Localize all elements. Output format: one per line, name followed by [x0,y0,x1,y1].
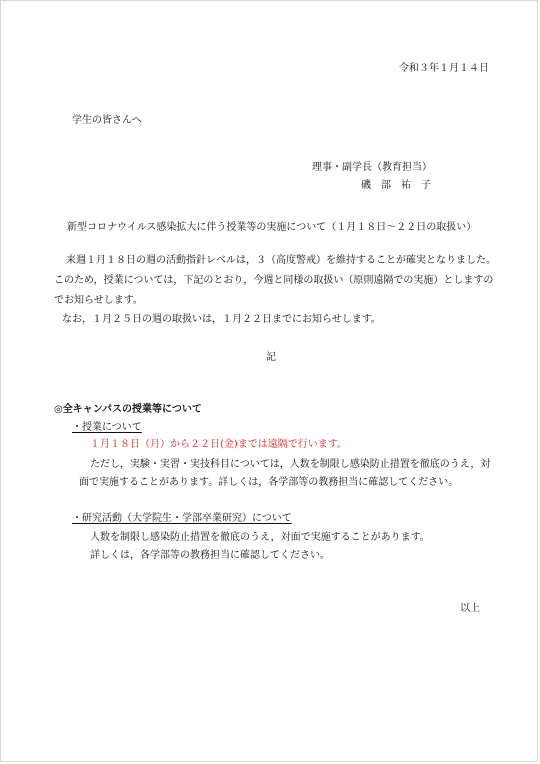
closing-ijo: 以上 [460,603,480,614]
document-date: 令和３年１月１４日 [399,63,489,74]
document-subject: 新型コロナウイルス感染拡大に伴う授業等の実施について（１月１８日～２２日の取扱い） [67,222,477,233]
classes-line-1: ただし，実験・実習・実技科目については，人数を制限し感染防止措置を徹底のうえ，対 [90,459,491,470]
classes-heading [72,421,142,434]
section-heading: ◎全キャンパスの授業等について [54,404,202,415]
sender-title: 理事・副学長（教育担当） [312,162,432,173]
research-heading-text: ・研究活動（大学院生・学部卒業研究）について [72,513,292,524]
addressee: 学生の皆さんへ [72,115,142,126]
research-heading [72,512,292,525]
ki-marker: 記 [266,352,276,363]
body-line-1: 来週１月１８日の週の活動指針レベルは，３（高度警戒）を維持することが確実となりました。 [66,255,496,266]
classes-remote-notice: １月１８日（月）から２２日(金)までは遠隔で行います。 [90,439,348,450]
research-line-2: 詳しくは，各学部等の教務担当に確認してください。 [90,550,330,561]
classes-line-2: 面で実施することがあります。詳しくは，各学部等の教務担当に確認してください。 [79,477,459,488]
sender-name: 磯 部 祐 子 [361,180,431,191]
body-line-4: なお，１月２５日の週の取扱いは，１月２２日までにお知らせします。 [62,314,381,325]
classes-heading-text: ・授業について [72,422,142,433]
body-line-2: このため，授業については，下記のとおり，今週と同様の取扱い（原則遠隔での実施）としますの [54,275,494,286]
research-line-1: 人数を制限し感染防止措置を徹底のうえ，対面で実施することがあります。 [90,532,430,543]
body-line-3: でお知らせします。 [54,295,143,306]
